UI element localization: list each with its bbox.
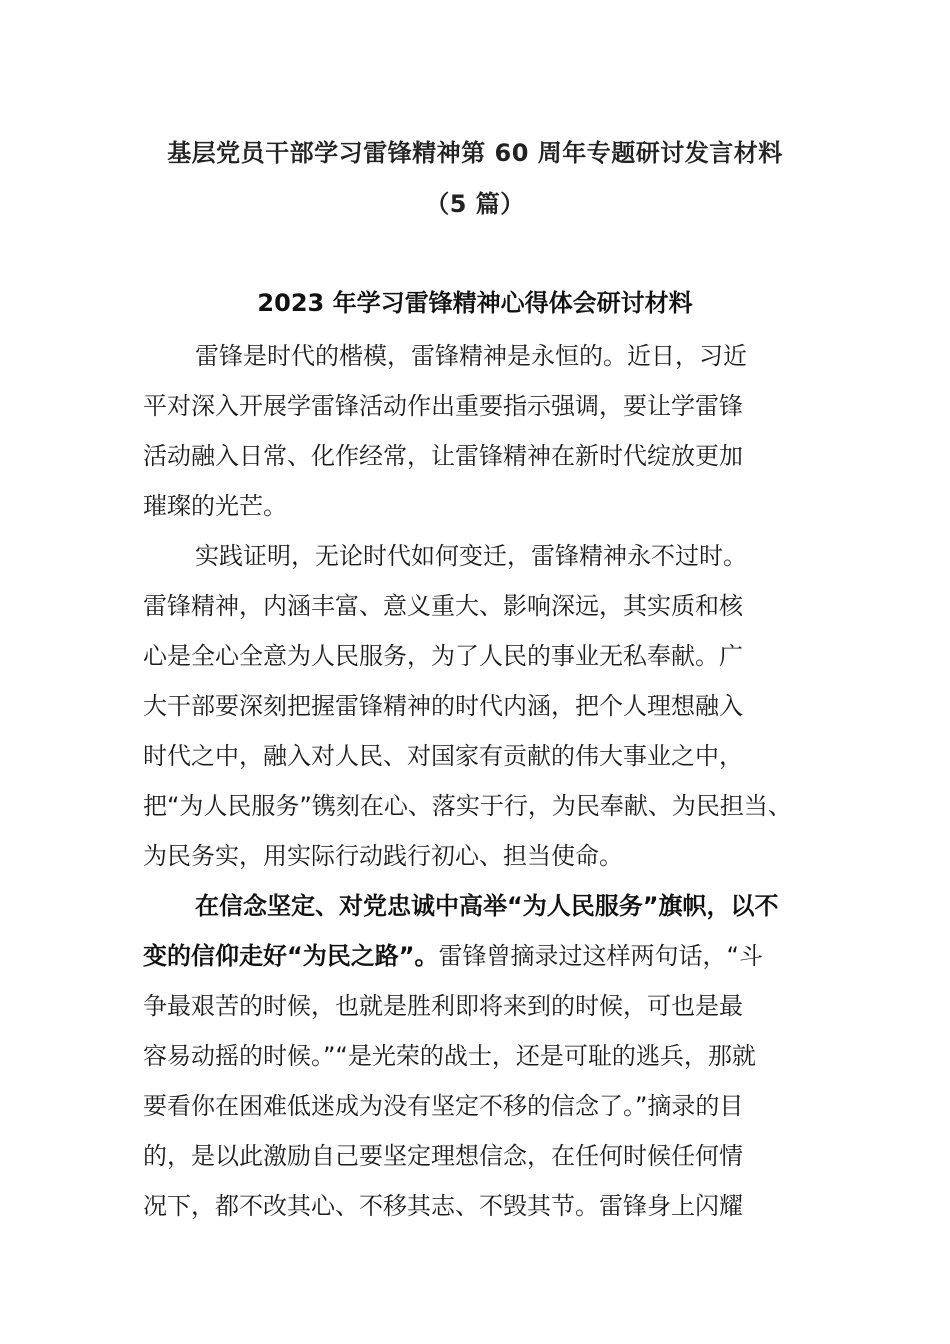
document-title: 基层党员干部学习雷锋精神第 60 周年专题研讨发言材料: [167, 139, 783, 167]
document-body: [143, 331, 808, 1231]
paragraph-line: 平对深入开展学雷锋活动作出重要指示强调，要让学雷锋: [143, 392, 743, 420]
document-title-subtitle: （5 篇）: [425, 190, 525, 218]
paragraph-line: 把“为人民服务”镌刻在心、落实于行，为民奉献、为民担当、: [143, 792, 792, 820]
paragraph-line: 争最艰苦的时候，也就是胜利即将来到的时候，可也是最: [143, 992, 743, 1020]
paragraph-line: 容易动摇的时候。”“是光荣的战士，还是可耻的逃兵，那就: [143, 1042, 756, 1070]
paragraph-line: 雷锋是时代的楷模，雷锋精神是永恒的。近日，习近: [195, 342, 747, 370]
bold-heading-line: 在信念坚定、对党忠诚中高举“为人民服务”旗帜，以不: [195, 892, 779, 920]
paragraph-line: 雷锋精神，内涵丰富、意义重大、影响深远，其实质和核: [143, 592, 743, 620]
paragraph-line: 大干部要深刻把握雷锋精神的时代内涵，把个人理想融入: [143, 692, 743, 720]
paragraph-line: 的，是以此激励自己要坚定理想信念，在任何时候任何情: [143, 1142, 743, 1170]
paragraph-line: 要看你在困难低迷成为没有坚定不移的信念了。”摘录的目: [143, 1092, 744, 1120]
paragraph-line: 为民务实，用实际行动践行初心、担当使命。: [143, 842, 623, 870]
paragraph-line: [143, 931, 808, 981]
paragraph-line: 况下，都不改其心、不移其志、不毁其节。雷锋身上闪耀: [143, 1192, 743, 1220]
paragraph-line: 活动融入日常、化作经常，让雷锋精神在新时代绽放更加: [143, 442, 743, 470]
paragraph-line: 实践证明，无论时代如何变迁，雷锋精神永不过时。: [195, 542, 747, 570]
paragraph-fragment: 雷锋曾摘录过这样两句话，“斗: [438, 942, 763, 970]
paragraph-line: 心是全心全意为人民服务，为了人民的事业无私奉献。广: [143, 642, 743, 670]
paragraph-line: 璀璨的光芒。: [143, 492, 287, 520]
section-heading: 2023 年学习雷锋精神心得体会研讨材料: [257, 289, 693, 317]
paragraph-line: 时代之中，融入对人民、对国家有贡献的伟大事业之中，: [143, 742, 743, 770]
bold-heading-fragment: 变的信仰走好“为民之路”。: [143, 942, 439, 970]
